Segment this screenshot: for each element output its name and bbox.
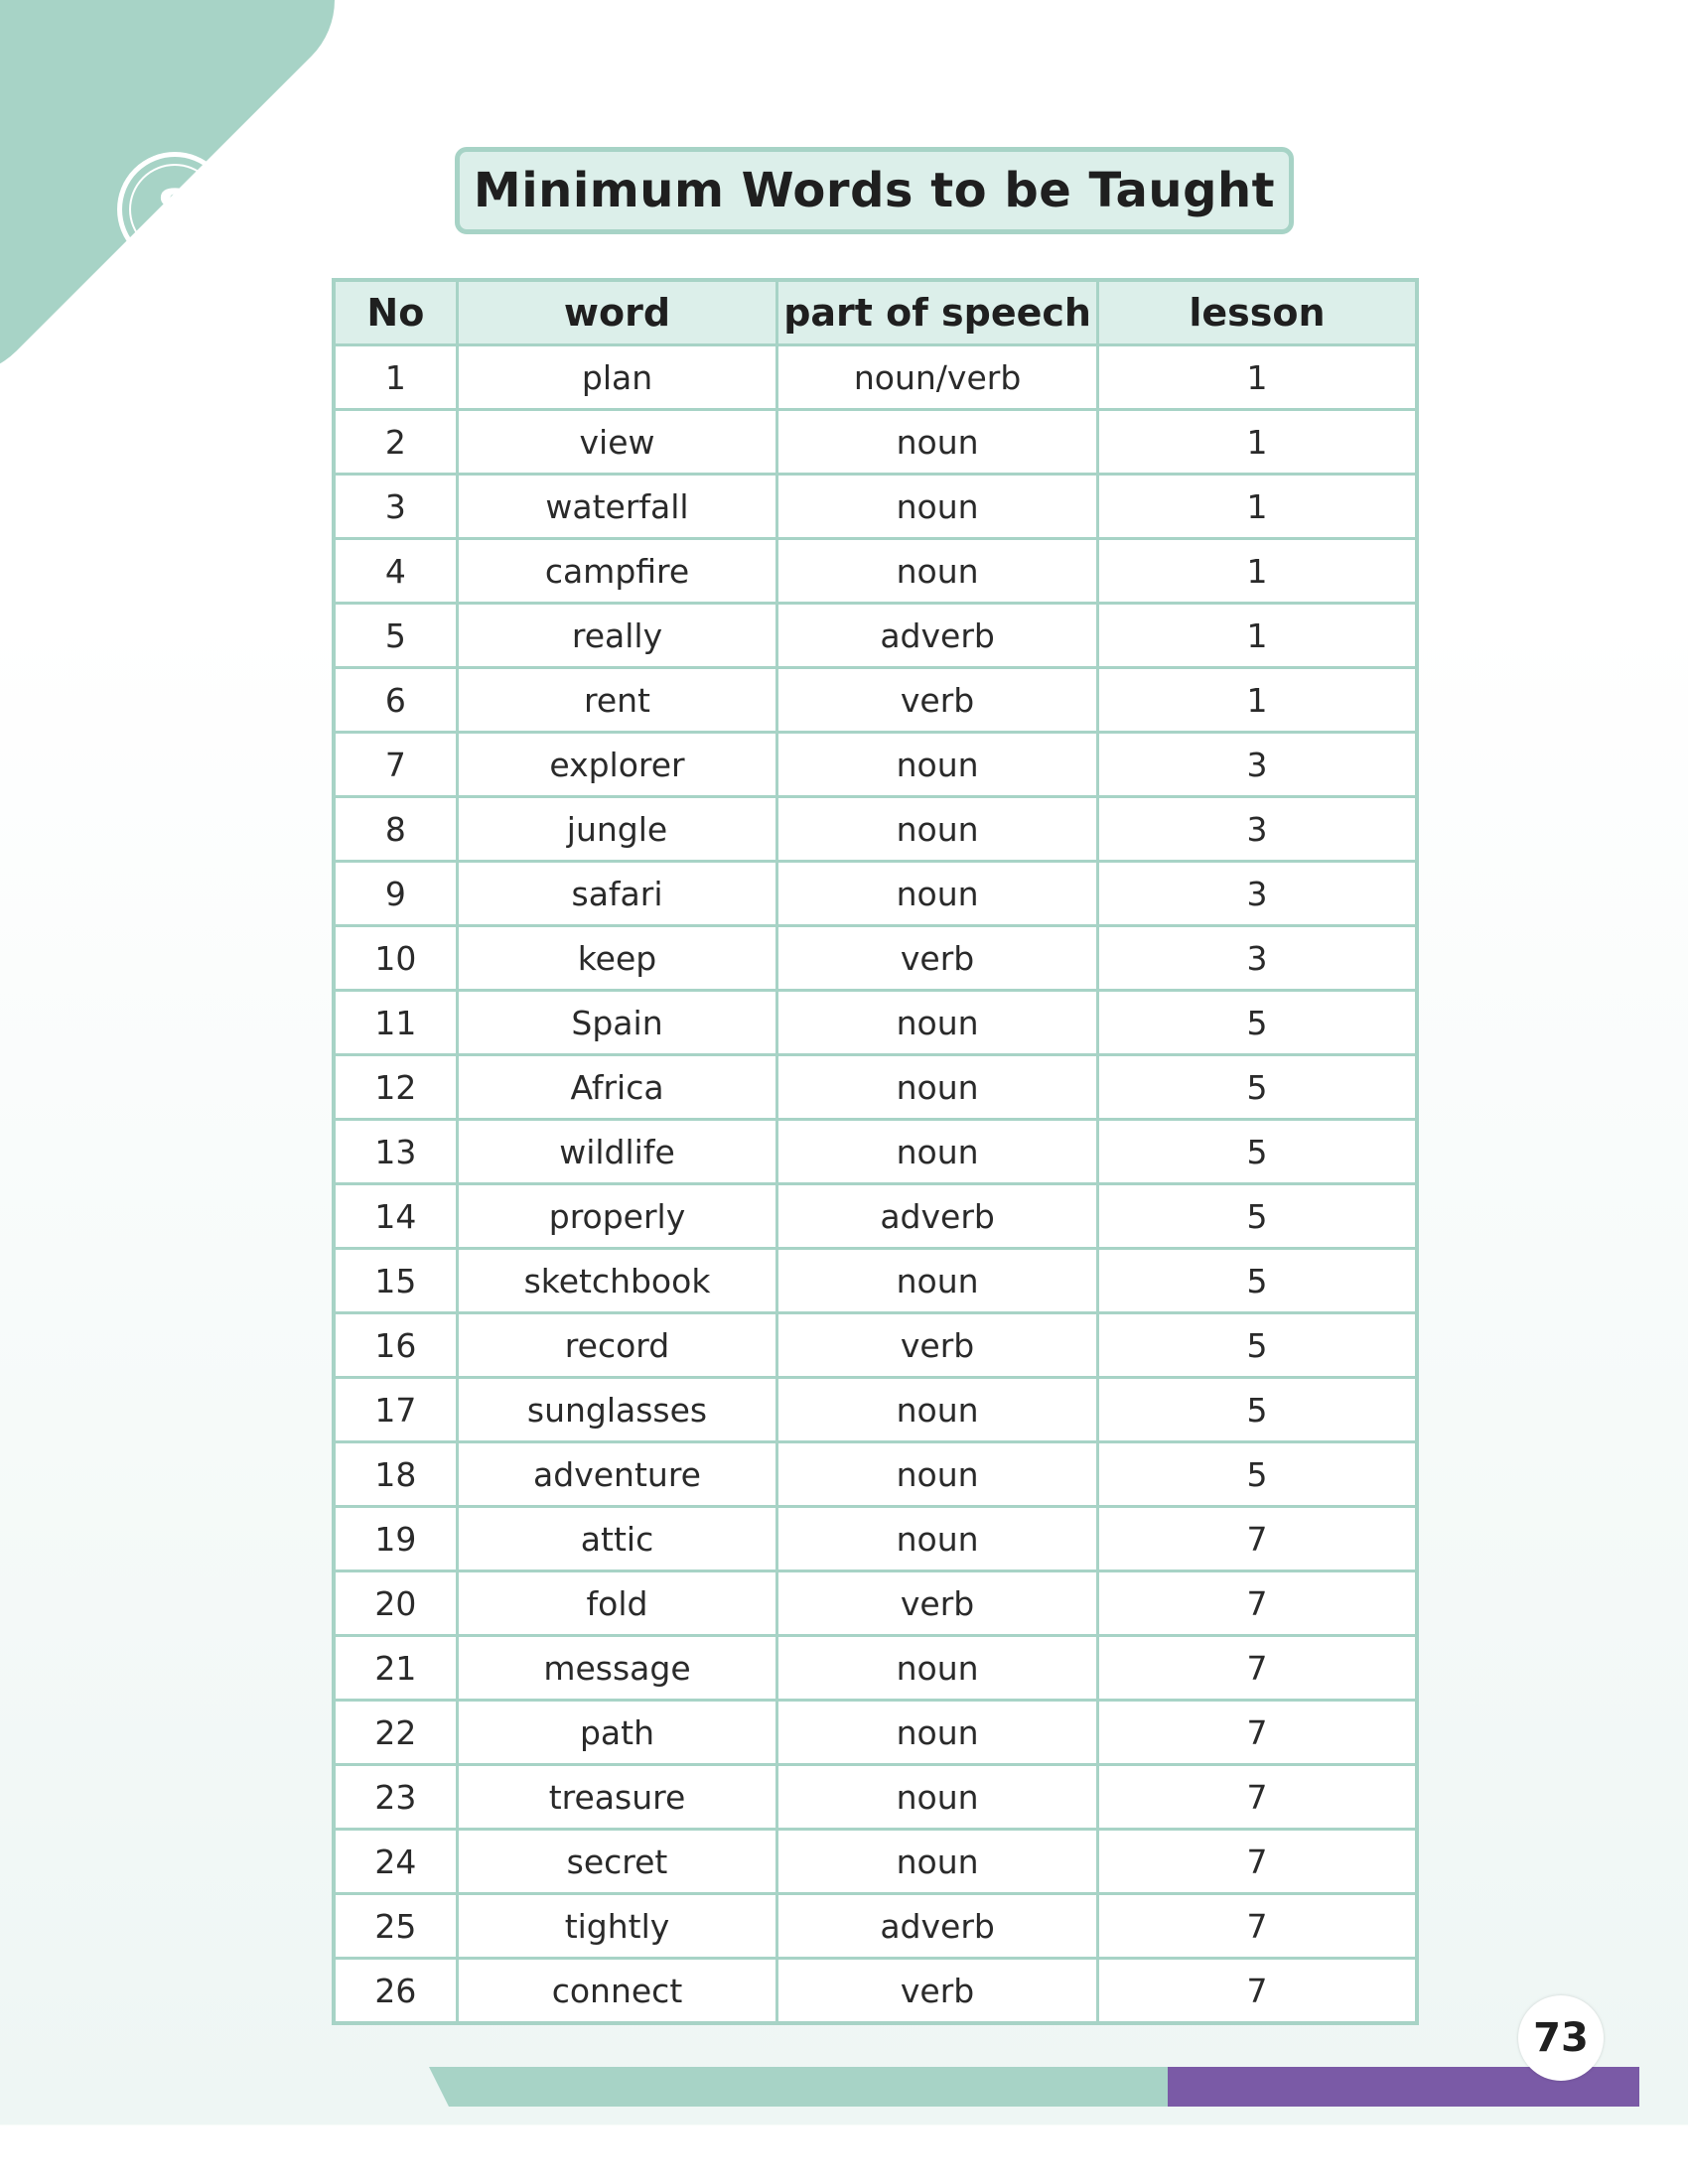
cell-part-of-speech: noun xyxy=(777,1120,1098,1184)
table-row xyxy=(334,1249,1417,1313)
table-row xyxy=(334,1701,1417,1765)
cell-word: message xyxy=(457,1636,777,1701)
cell-word: waterfall xyxy=(457,475,777,539)
cell-part-of-speech: noun xyxy=(777,1765,1098,1830)
cell-part-of-speech: adverb xyxy=(777,1184,1098,1249)
cell-part-of-speech: verb xyxy=(777,668,1098,733)
table-row xyxy=(334,668,1417,733)
cell-no: 23 xyxy=(334,1765,457,1830)
table-row xyxy=(334,1765,1417,1830)
cell-lesson: 5 xyxy=(1097,1313,1417,1378)
table-row xyxy=(334,604,1417,668)
cell-lesson: 7 xyxy=(1097,1830,1417,1894)
header-part-of-speech: part of speech xyxy=(777,280,1098,345)
footer-teal-bar xyxy=(429,2067,1168,2107)
cell-part-of-speech: noun xyxy=(777,410,1098,475)
table-row xyxy=(334,797,1417,862)
cell-word: jungle xyxy=(457,797,777,862)
cell-no: 8 xyxy=(334,797,457,862)
cell-word: plan xyxy=(457,345,777,410)
cell-word: safari xyxy=(457,862,777,926)
cell-part-of-speech: noun xyxy=(777,1507,1098,1571)
table-row xyxy=(334,1507,1417,1571)
cell-no: 12 xyxy=(334,1055,457,1120)
cell-part-of-speech: noun xyxy=(777,1055,1098,1120)
table-row xyxy=(334,1636,1417,1701)
cell-lesson: 1 xyxy=(1097,604,1417,668)
cell-word: keep xyxy=(457,926,777,991)
cell-word: sunglasses xyxy=(457,1378,777,1442)
table-row xyxy=(334,345,1417,410)
table-row xyxy=(334,1571,1417,1636)
cell-part-of-speech: noun xyxy=(777,1636,1098,1701)
cell-no: 14 xyxy=(334,1184,457,1249)
cell-no: 21 xyxy=(334,1636,457,1701)
cell-word: fold xyxy=(457,1571,777,1636)
cell-word: view xyxy=(457,410,777,475)
cell-no: 4 xyxy=(334,539,457,604)
chapter-number: 8 xyxy=(129,164,220,255)
cell-word: adventure xyxy=(457,1442,777,1507)
cell-part-of-speech: noun xyxy=(777,1701,1098,1765)
table-row xyxy=(334,539,1417,604)
table-row xyxy=(334,1378,1417,1442)
cell-word: really xyxy=(457,604,777,668)
cell-no: 17 xyxy=(334,1378,457,1442)
cell-part-of-speech: noun xyxy=(777,539,1098,604)
cell-lesson: 1 xyxy=(1097,410,1417,475)
table-row xyxy=(334,1313,1417,1378)
table-row xyxy=(334,1830,1417,1894)
cell-part-of-speech: noun xyxy=(777,1830,1098,1894)
cell-lesson: 7 xyxy=(1097,1636,1417,1701)
table-row xyxy=(334,1894,1417,1959)
words-table xyxy=(332,278,1419,2025)
cell-lesson: 3 xyxy=(1097,733,1417,797)
cell-word: wildlife xyxy=(457,1120,777,1184)
cell-lesson: 5 xyxy=(1097,1378,1417,1442)
table-row xyxy=(334,862,1417,926)
cell-word: tightly xyxy=(457,1894,777,1959)
table-header-row xyxy=(334,280,1417,345)
cell-word: explorer xyxy=(457,733,777,797)
cell-no: 1 xyxy=(334,345,457,410)
cell-lesson: 7 xyxy=(1097,1507,1417,1571)
cell-no: 15 xyxy=(334,1249,457,1313)
cell-no: 10 xyxy=(334,926,457,991)
cell-part-of-speech: verb xyxy=(777,926,1098,991)
cell-no: 2 xyxy=(334,410,457,475)
cell-lesson: 5 xyxy=(1097,1120,1417,1184)
cell-word: Spain xyxy=(457,991,777,1055)
cell-word: Africa xyxy=(457,1055,777,1120)
cell-part-of-speech: adverb xyxy=(777,1894,1098,1959)
cell-word: connect xyxy=(457,1959,777,2024)
cell-word: secret xyxy=(457,1830,777,1894)
table-row xyxy=(334,410,1417,475)
cell-word: attic xyxy=(457,1507,777,1571)
header-word: word xyxy=(457,280,777,345)
table-row xyxy=(334,733,1417,797)
cell-lesson: 5 xyxy=(1097,1184,1417,1249)
cell-word: campfire xyxy=(457,539,777,604)
cell-part-of-speech: verb xyxy=(777,1313,1098,1378)
cell-part-of-speech: noun xyxy=(777,475,1098,539)
cell-no: 5 xyxy=(334,604,457,668)
cell-part-of-speech: noun xyxy=(777,862,1098,926)
table-row xyxy=(334,926,1417,991)
cell-lesson: 5 xyxy=(1097,1442,1417,1507)
header-lesson: lesson xyxy=(1097,280,1417,345)
cell-lesson: 5 xyxy=(1097,991,1417,1055)
cell-no: 26 xyxy=(334,1959,457,2024)
table-row xyxy=(334,1120,1417,1184)
cell-part-of-speech: adverb xyxy=(777,604,1098,668)
cell-word: record xyxy=(457,1313,777,1378)
title-box xyxy=(455,147,1294,234)
table-row xyxy=(334,475,1417,539)
cell-part-of-speech: noun xyxy=(777,797,1098,862)
cell-word: properly xyxy=(457,1184,777,1249)
cell-no: 13 xyxy=(334,1120,457,1184)
table-row xyxy=(334,1184,1417,1249)
cell-no: 22 xyxy=(334,1701,457,1765)
cell-lesson: 1 xyxy=(1097,345,1417,410)
cell-part-of-speech: noun xyxy=(777,1442,1098,1507)
cell-lesson: 7 xyxy=(1097,1765,1417,1830)
table-row xyxy=(334,991,1417,1055)
cell-no: 20 xyxy=(334,1571,457,1636)
cell-no: 11 xyxy=(334,991,457,1055)
cell-part-of-speech: noun xyxy=(777,1378,1098,1442)
cell-no: 9 xyxy=(334,862,457,926)
cell-lesson: 3 xyxy=(1097,862,1417,926)
cell-part-of-speech: noun/verb xyxy=(777,345,1098,410)
cell-lesson: 7 xyxy=(1097,1571,1417,1636)
cell-no: 3 xyxy=(334,475,457,539)
cell-no: 16 xyxy=(334,1313,457,1378)
table-row xyxy=(334,1959,1417,2024)
cell-lesson: 1 xyxy=(1097,539,1417,604)
cell-no: 18 xyxy=(334,1442,457,1507)
cell-no: 6 xyxy=(334,668,457,733)
cell-part-of-speech: verb xyxy=(777,1959,1098,2024)
cell-word: rent xyxy=(457,668,777,733)
cell-no: 24 xyxy=(334,1830,457,1894)
cell-lesson: 5 xyxy=(1097,1249,1417,1313)
cell-part-of-speech: noun xyxy=(777,733,1098,797)
page-title: Minimum Words to be Taught xyxy=(473,163,1276,218)
cell-no: 19 xyxy=(334,1507,457,1571)
cell-no: 7 xyxy=(334,733,457,797)
cell-lesson: 7 xyxy=(1097,1701,1417,1765)
cell-lesson: 3 xyxy=(1097,797,1417,862)
cell-part-of-speech: noun xyxy=(777,1249,1098,1313)
cell-lesson: 7 xyxy=(1097,1959,1417,2024)
page-number: 73 xyxy=(1518,1995,1604,2081)
cell-word: sketchbook xyxy=(457,1249,777,1313)
chapter-badge xyxy=(117,152,232,267)
cell-word: treasure xyxy=(457,1765,777,1830)
header-no: No xyxy=(334,280,457,345)
table-row xyxy=(334,1055,1417,1120)
cell-lesson: 5 xyxy=(1097,1055,1417,1120)
cell-part-of-speech: verb xyxy=(777,1571,1098,1636)
cell-lesson: 1 xyxy=(1097,475,1417,539)
cell-word: path xyxy=(457,1701,777,1765)
cell-lesson: 3 xyxy=(1097,926,1417,991)
cell-lesson: 7 xyxy=(1097,1894,1417,1959)
cell-no: 25 xyxy=(334,1894,457,1959)
table-row xyxy=(334,1442,1417,1507)
cell-lesson: 1 xyxy=(1097,668,1417,733)
cell-part-of-speech: noun xyxy=(777,991,1098,1055)
